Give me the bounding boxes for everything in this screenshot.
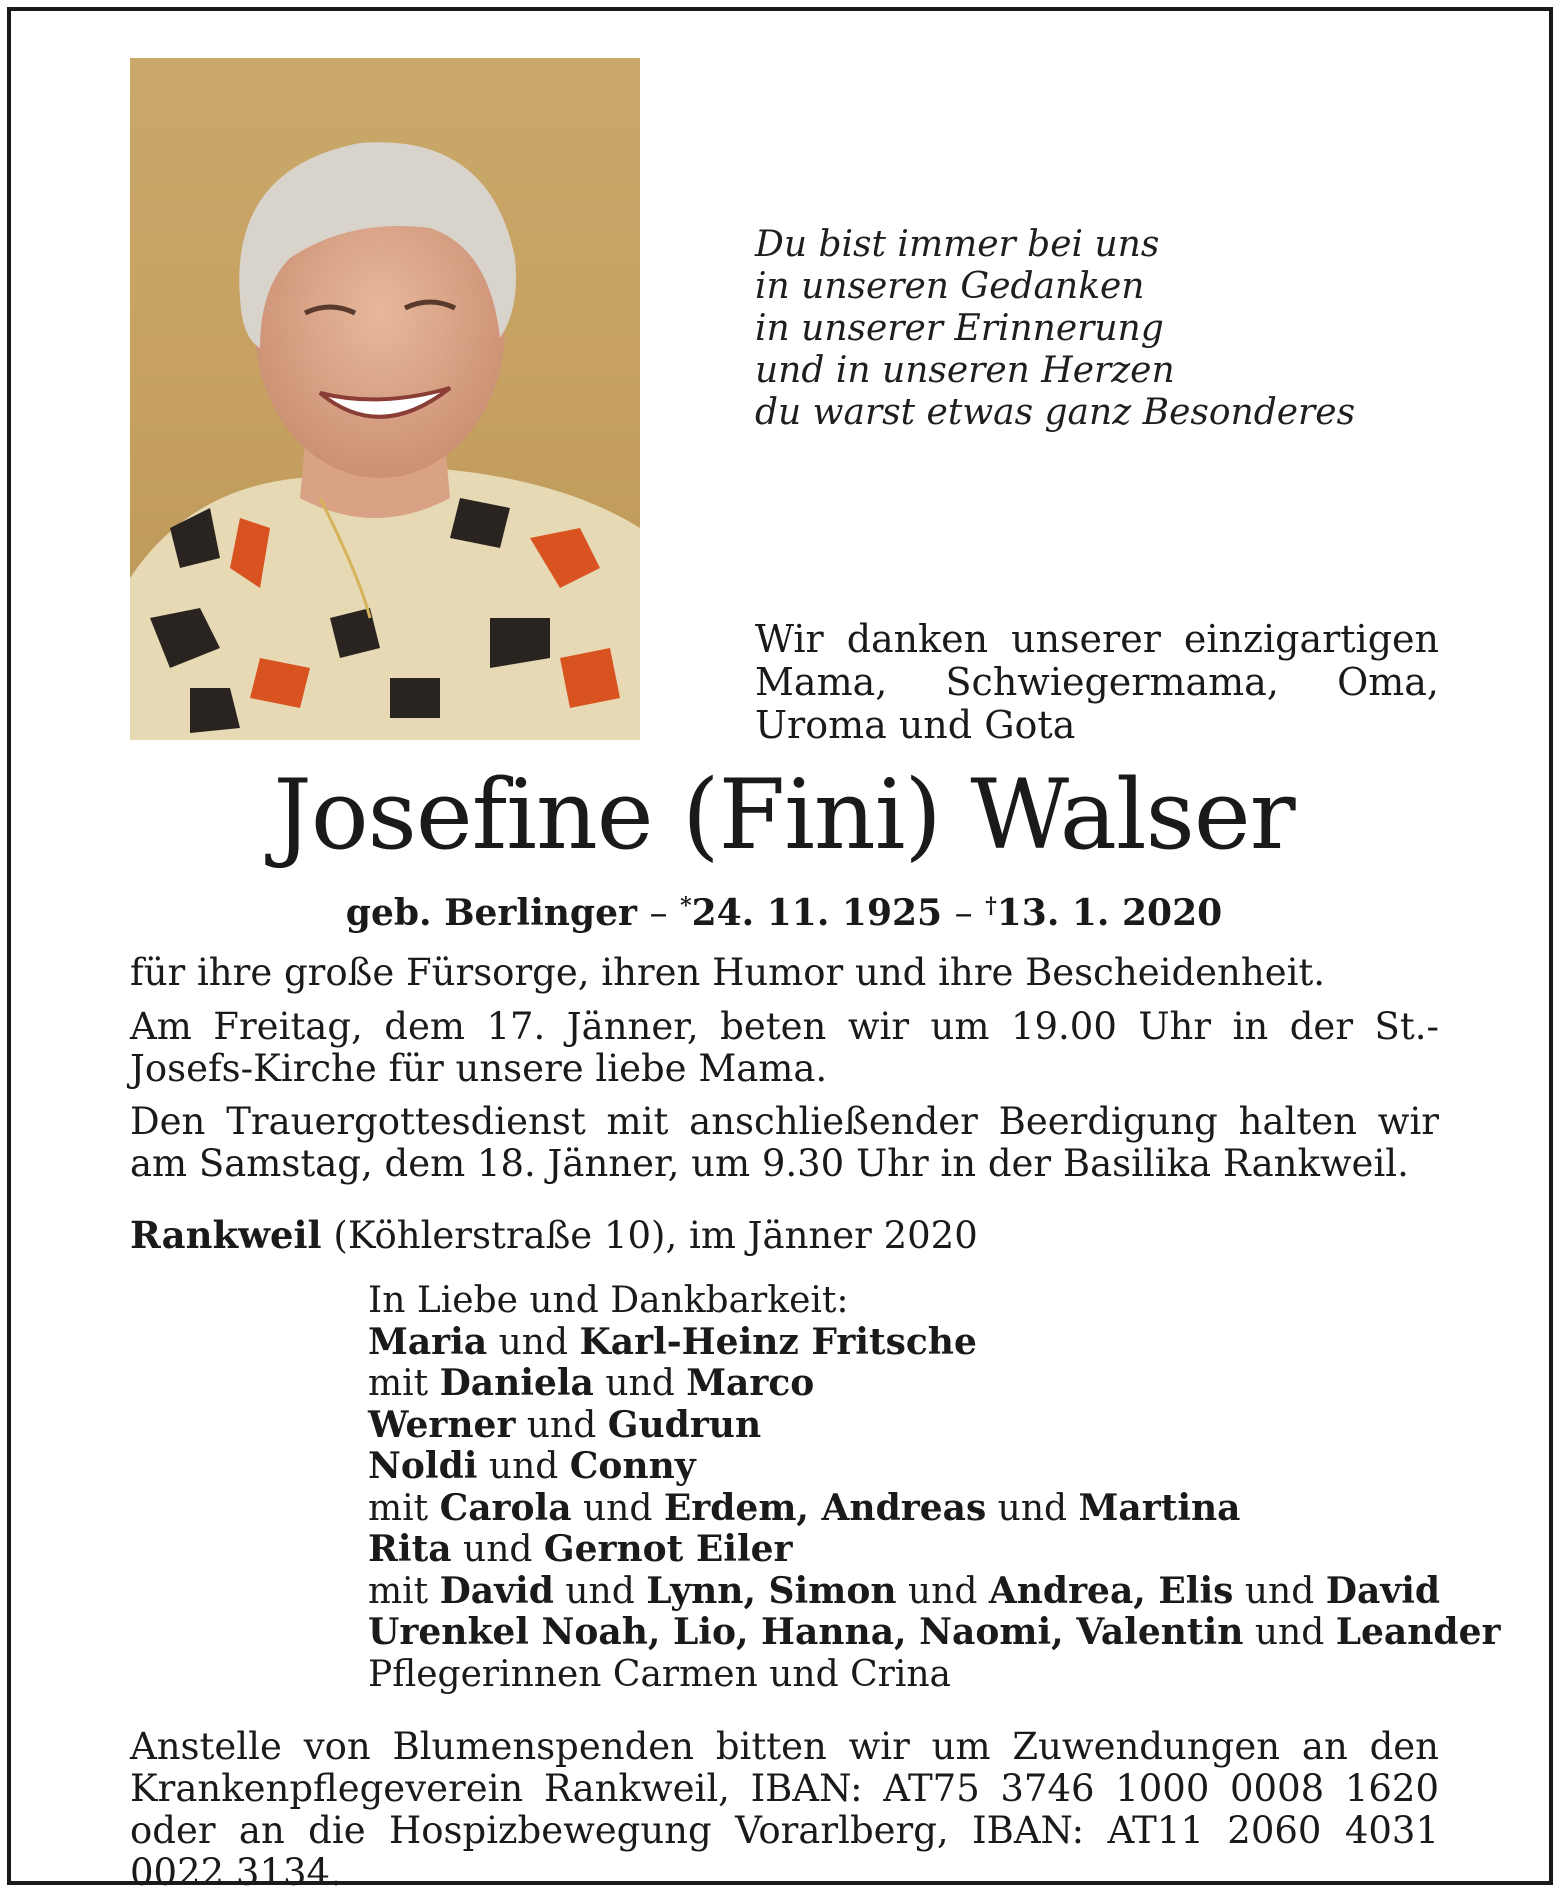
memorial-poem bbox=[755, 224, 1355, 434]
family-name: Lynn, Simon bbox=[646, 1569, 897, 1612]
donation-note: Anstelle von Blumenspenden bitten wir um Zuwendungen an den Krankenpflegeverein Rankweil, IBAN: AT75 3746 1000 0008 1620 oder an die Hospizbewegung Vorarlberg, IBAN: AT11 2060 4031 0022 3134. bbox=[130, 1725, 1439, 1894]
family-name: David bbox=[1325, 1569, 1441, 1612]
poem-line: in unserer Erinnerung bbox=[755, 308, 1164, 349]
paragraph-prayer: Am Freitag, dem 17. Jänner, beten wir um 19.00 Uhr in der St.-Josefs-Kirche für unsere liebe Mama. bbox=[130, 1005, 1439, 1090]
maiden-name: geb. Berlinger bbox=[345, 892, 637, 934]
signature-line bbox=[368, 1612, 1500, 1654]
poem-line: in unseren Gedanken bbox=[755, 266, 1145, 307]
place-address: (Köhlerstraße 10), im Jänner 2020 bbox=[321, 1214, 978, 1257]
birth-death-line bbox=[0, 884, 1568, 936]
signature-intro: In Liebe und Dankbarkeit: bbox=[368, 1280, 849, 1321]
conjunction: mit bbox=[368, 1487, 440, 1529]
family-name: Martina bbox=[1078, 1486, 1241, 1529]
family-name: Marco bbox=[686, 1362, 815, 1404]
signature-line bbox=[368, 1405, 1500, 1447]
signature-line bbox=[368, 1529, 1500, 1571]
family-name: David bbox=[439, 1569, 554, 1612]
portrait-photo bbox=[130, 58, 640, 740]
conjunction: und bbox=[451, 1529, 544, 1570]
family-name: Urenkel Noah, Lio, Hanna, Naomi, Valentin bbox=[368, 1611, 1244, 1653]
conjunction: mit bbox=[368, 1570, 440, 1612]
separator: – bbox=[954, 893, 973, 934]
thanks-text: Wir danken unserer einzigartigen Mama, Schwiegermama, Oma, Uroma und Gota bbox=[755, 617, 1439, 747]
born-mark: * bbox=[680, 893, 692, 919]
poem-line: und in unseren Herzen bbox=[755, 350, 1175, 391]
family-name: Werner bbox=[368, 1403, 516, 1446]
death-date: 13. 1. 2020 bbox=[996, 892, 1223, 934]
family-name: Leander bbox=[1335, 1611, 1501, 1653]
signature-line bbox=[368, 1446, 1500, 1488]
conjunction: und bbox=[515, 1404, 608, 1446]
family-name: Andrea, Elis bbox=[988, 1569, 1234, 1612]
family-name: Erdem, Andreas bbox=[663, 1486, 987, 1529]
birth-date: 24. 11. 1925 bbox=[691, 892, 943, 934]
family-name: Daniela bbox=[439, 1362, 594, 1404]
poem-line: du warst etwas ganz Besonderes bbox=[755, 392, 1356, 433]
signature-line bbox=[368, 1488, 1500, 1530]
conjunction: und bbox=[1233, 1570, 1326, 1612]
conjunction: und bbox=[571, 1487, 664, 1529]
family-name: Gudrun bbox=[607, 1403, 762, 1446]
place-date-line bbox=[130, 1214, 1439, 1257]
signature-block bbox=[368, 1280, 1500, 1695]
family-name: Rita bbox=[368, 1528, 452, 1570]
family-name: Noldi bbox=[368, 1445, 478, 1487]
signature-line bbox=[368, 1322, 1500, 1364]
place-town: Rankweil bbox=[130, 1213, 322, 1257]
family-name: Karl-Heinz Fritsche bbox=[579, 1320, 977, 1363]
conjunction: und bbox=[896, 1570, 989, 1612]
family-name: Conny bbox=[569, 1445, 696, 1487]
signature-line bbox=[368, 1571, 1500, 1613]
poem-line: Du bist immer bei uns bbox=[755, 224, 1160, 265]
died-mark: † bbox=[985, 893, 997, 919]
paragraph-care: für ihre große Fürsorge, ihren Humor und ihre Bescheidenheit. bbox=[130, 951, 1326, 994]
family-name: Carola bbox=[439, 1486, 572, 1529]
deceased-name: Josefine (Fini) Walser bbox=[273, 759, 1295, 871]
portrait-illustration bbox=[130, 58, 640, 740]
conjunction: und bbox=[593, 1363, 687, 1404]
caregivers-line: Pflegerinnen Carmen und Crina bbox=[368, 1653, 951, 1695]
conjunction: mit bbox=[368, 1363, 440, 1404]
separator: – bbox=[649, 893, 668, 934]
conjunction: und bbox=[553, 1570, 647, 1612]
family-name: Maria bbox=[368, 1320, 488, 1363]
signature-line bbox=[368, 1363, 1500, 1405]
family-name: Gernot Eiler bbox=[543, 1528, 793, 1570]
conjunction: und bbox=[477, 1446, 570, 1487]
paragraph-funeral: Den Trauergottesdienst mit anschließender Beerdigung halten wir am Samstag, dem 18. Jänner, um 9.30 Uhr in der Basilika Rankweil. bbox=[130, 1100, 1439, 1185]
conjunction: und bbox=[487, 1321, 580, 1363]
conjunction: und bbox=[1243, 1612, 1336, 1653]
conjunction: und bbox=[986, 1487, 1079, 1529]
